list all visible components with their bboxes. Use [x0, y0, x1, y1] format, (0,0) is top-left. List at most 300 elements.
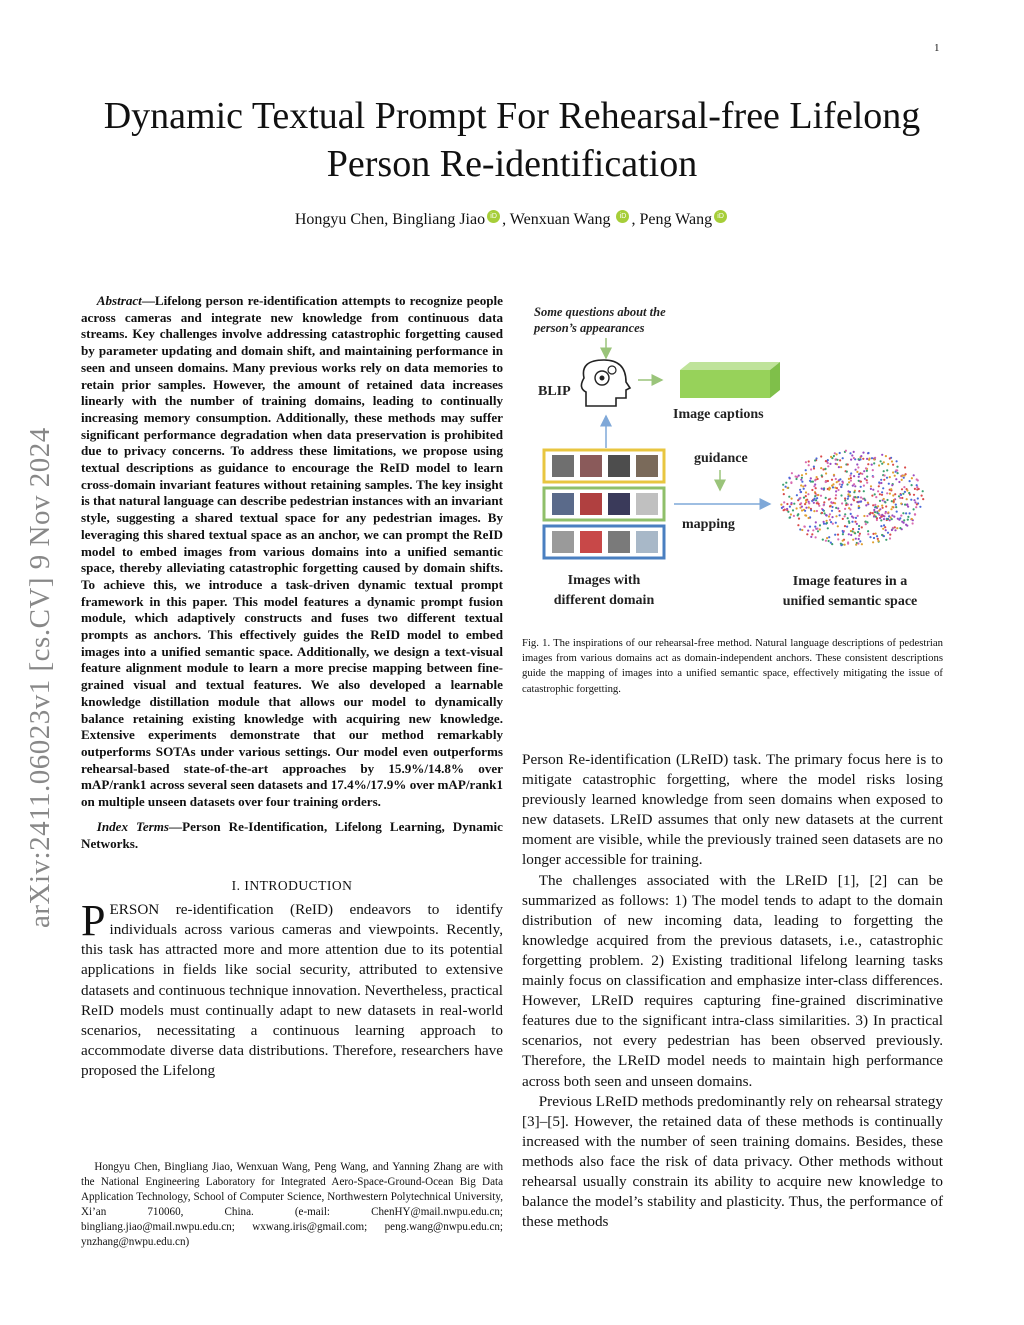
feature-point	[873, 458, 875, 460]
feature-point	[797, 524, 799, 526]
feature-point	[807, 493, 809, 495]
feature-point	[877, 538, 879, 540]
domain-row-1	[544, 450, 664, 482]
feature-point	[850, 459, 852, 461]
feature-point	[908, 492, 910, 494]
feature-point	[884, 474, 886, 476]
feature-point	[837, 534, 839, 536]
feature-point	[837, 507, 839, 509]
feature-point	[849, 491, 851, 493]
feature-point	[845, 502, 847, 504]
feature-point	[850, 480, 852, 482]
feature-point	[853, 483, 855, 485]
feature-point	[835, 463, 837, 465]
feature-point	[872, 533, 874, 535]
feature-point	[915, 506, 917, 508]
feature-point	[831, 516, 833, 518]
feature-point	[889, 493, 891, 495]
feature-point	[879, 500, 881, 502]
feature-point	[870, 488, 872, 490]
feature-point	[813, 466, 815, 468]
feature-point	[835, 522, 837, 524]
feature-point	[803, 497, 805, 499]
feature-point	[828, 489, 830, 491]
feature-point	[846, 483, 848, 485]
feature-point	[786, 503, 788, 505]
feature-point	[901, 475, 903, 477]
feature-point	[822, 539, 824, 541]
feature-point	[912, 522, 914, 524]
feature-point	[847, 463, 849, 465]
feature-point	[891, 514, 893, 516]
feature-point	[825, 460, 827, 462]
feature-point	[840, 494, 842, 496]
feature-point	[874, 511, 876, 513]
feature-point	[827, 527, 829, 529]
feature-point	[834, 452, 836, 454]
feature-point	[814, 495, 816, 497]
feature-point	[835, 507, 837, 509]
feature-point	[848, 522, 850, 524]
feature-point	[901, 488, 903, 490]
feature-point	[816, 528, 818, 530]
feature-point	[885, 455, 887, 457]
feature-point	[804, 485, 806, 487]
feature-point	[835, 494, 837, 496]
feature-point	[808, 460, 810, 462]
feature-point	[805, 515, 807, 517]
feature-point	[893, 500, 895, 502]
feature-point	[911, 484, 913, 486]
feature-point	[850, 477, 852, 479]
feature-point	[808, 502, 810, 504]
feature-point	[782, 484, 784, 486]
feature-point	[796, 507, 798, 509]
feature-point	[858, 458, 860, 460]
feature-point	[850, 504, 852, 506]
feature-point	[831, 543, 833, 545]
feature-point	[860, 455, 862, 457]
feature-point	[911, 477, 913, 479]
feature-point	[874, 493, 876, 495]
feature-point	[829, 519, 831, 521]
feature-point	[885, 505, 887, 507]
feature-point	[788, 496, 790, 498]
feature-point	[854, 496, 856, 498]
feature-point	[863, 470, 865, 472]
feature-point	[860, 486, 862, 488]
index-terms-label: Index Terms	[96, 818, 170, 834]
feature-point	[800, 479, 802, 481]
feature-point	[842, 482, 844, 484]
feature-point	[821, 488, 823, 490]
feature-point	[842, 531, 844, 533]
abstract	[81, 293, 503, 811]
feature-point	[838, 510, 840, 512]
feature-point	[806, 499, 808, 501]
feature-point	[873, 462, 875, 464]
feature-point	[782, 489, 784, 491]
feature-point	[891, 529, 893, 531]
feature-point	[903, 486, 905, 488]
feature-point	[871, 464, 873, 466]
orcid-icon[interactable]: iD	[714, 210, 727, 223]
feature-point	[857, 531, 859, 533]
feature-point	[873, 537, 875, 539]
feature-point	[870, 512, 872, 514]
feature-point	[870, 485, 872, 487]
feature-point	[839, 483, 841, 485]
feature-point	[815, 499, 817, 501]
feature-point	[886, 477, 888, 479]
feature-point	[847, 543, 849, 545]
feature-point	[881, 514, 883, 516]
feature-point	[783, 493, 785, 495]
feature-point	[786, 508, 788, 510]
feature-point	[814, 459, 816, 461]
feature-point	[849, 495, 851, 497]
feature-point	[880, 519, 882, 521]
feature-point	[837, 489, 839, 491]
feature-point	[822, 509, 824, 511]
feature-point	[849, 452, 851, 454]
feature-point	[905, 512, 907, 514]
feature-point	[819, 524, 821, 526]
feature-point	[889, 519, 891, 521]
feature-point	[825, 540, 827, 542]
feature-point	[875, 506, 877, 508]
feature-point	[875, 533, 877, 535]
feature-point	[881, 454, 883, 456]
feature-point	[783, 501, 785, 503]
feature-point	[896, 466, 898, 468]
feature-point	[842, 533, 844, 535]
feature-point	[802, 485, 804, 487]
feature-point	[863, 498, 865, 500]
feature-point	[812, 529, 814, 531]
feature-point	[909, 512, 911, 514]
feature-point	[891, 500, 893, 502]
feature-point	[884, 512, 886, 514]
feature-point	[817, 478, 819, 480]
feature-point	[856, 523, 858, 525]
feature-point	[790, 513, 792, 515]
feature-point	[881, 491, 883, 493]
feature-point	[782, 506, 784, 508]
feature-point	[903, 519, 905, 521]
feature-point	[814, 526, 816, 528]
feature-point	[832, 523, 834, 525]
feature-point	[858, 538, 860, 540]
feature-point	[852, 539, 854, 541]
feature-point	[890, 516, 892, 518]
feature-point	[825, 497, 827, 499]
figure-1	[522, 298, 943, 618]
feature-point	[848, 478, 850, 480]
feature-point	[866, 479, 868, 481]
feature-point	[820, 495, 822, 497]
feature-point	[816, 476, 818, 478]
feature-point	[825, 472, 827, 474]
feature-point	[858, 476, 860, 478]
feature-point	[892, 527, 894, 529]
head-gear-icon	[581, 360, 630, 406]
feature-point	[816, 497, 818, 499]
feature-point	[829, 513, 831, 515]
feature-point	[878, 464, 880, 466]
feature-point	[883, 518, 885, 520]
feature-point	[835, 490, 837, 492]
feature-point	[821, 512, 823, 514]
feature-point	[903, 477, 905, 479]
feature-point	[810, 536, 812, 538]
fig-mapping-label: mapping	[682, 517, 735, 532]
feature-point	[914, 488, 916, 490]
feature-point	[866, 470, 868, 472]
feature-point	[867, 452, 869, 454]
feature-point	[834, 534, 836, 536]
feature-point	[894, 493, 896, 495]
feature-point	[851, 521, 853, 523]
feature-point	[842, 518, 844, 520]
feature-point	[798, 475, 800, 477]
feature-point	[900, 515, 902, 517]
left-column	[81, 293, 503, 1081]
feature-point	[835, 515, 837, 517]
feature-point	[885, 529, 887, 531]
feature-point	[844, 544, 846, 546]
feature-point	[876, 535, 878, 537]
abstract-text: —Lifelong person re-identification attempts to recognize people across cameras and integrate new knowledge from continuous data streams. Key challenges involve addressing catastrophic forgetting caused by parameter updating and domain shift, and maintaining performance in seen and unseen domains. Many previous works rely on data memories to retain prior samples. However, the amount of retained data increases linearly with the number of training domains, leading to continually increasing memory consumption. Additionally, these methods may suffer significant performance degradation when data preservation is prohibited due to privacy concerns. To address these limitations, we propose using textual descriptions as guidance to encourage the ReID model to learn cross-domain invariant features without retaining samples. The key insight is that natural language can describe pedestrian instances with an invariant style, suggesting a shared textual space for any pedestrian images. By leveraging this shared textual space as an anchor, we can prompt the ReID model to embed images from various domains into a unified semantic space, thereby alleviating catastrophic forgetting caused by domain shifts. To achieve this, we introduce a task-driven dynamic textual prompt framework in this paper. This model features a dynamic prompt fusion module, which adaptively constructs and fuses two different textual prompts as anchors. This effectively guides the ReID model to embed images into a unified semantic space. Additionally, we design a text-visual feature alignment module to learn a more precise mapping between fine-grained visual and textual features. We also developed a learnable knowledge distillation module that allows our model to dynamically balance retaining existing knowledge with acquiring new knowledge. Extensive experiments demonstrate that our method remarkably outperforms SOTAs under various settings. Our model even outperforms rehearsal-based state-of-the-art approaches by 15.9%/14.8% over mAP/rank1 across several seen datasets and 17.4%/17.9% over mAP/rank1 on multiple unseen datasets over four training orders.	[81, 293, 503, 810]
feature-point	[810, 509, 812, 511]
feature-point	[848, 507, 850, 509]
feature-point	[785, 486, 787, 488]
fig-features-label-2: unified semantic space	[782, 594, 918, 609]
feature-point	[865, 523, 867, 525]
feature-point	[907, 519, 909, 521]
feature-point	[891, 484, 893, 486]
fig-question-line2: person’s appearances	[534, 321, 645, 335]
feature-point	[853, 499, 855, 501]
feature-point	[847, 498, 849, 500]
feature-point	[911, 518, 913, 520]
feature-point	[831, 502, 833, 504]
feature-point	[886, 499, 888, 501]
feature-point	[852, 528, 854, 530]
feature-point	[877, 505, 879, 507]
feature-point	[836, 481, 838, 483]
feature-point	[815, 487, 817, 489]
feature-point	[787, 511, 789, 513]
feature-point	[842, 540, 844, 542]
orcid-icon[interactable]: iD	[487, 210, 500, 223]
feature-point	[837, 525, 839, 527]
feature-point	[865, 521, 867, 523]
feature-point	[790, 502, 792, 504]
feature-point	[814, 479, 816, 481]
feature-point	[805, 473, 807, 475]
feature-point	[833, 455, 835, 457]
feature-point	[809, 480, 811, 482]
feature-point	[881, 463, 883, 465]
feature-point	[800, 491, 802, 493]
feature-point	[801, 474, 803, 476]
feature-point	[892, 494, 894, 496]
fig-images-label-1: Images with	[567, 573, 641, 588]
feature-point	[859, 533, 861, 535]
feature-point	[853, 491, 855, 493]
feature-point	[876, 512, 878, 514]
feature-point	[829, 463, 831, 465]
feature-point	[880, 460, 882, 462]
feature-point	[844, 513, 846, 515]
feature-point	[827, 465, 829, 467]
feature-point	[869, 457, 871, 459]
feature-point	[900, 494, 902, 496]
feature-point	[896, 527, 898, 529]
feature-point	[856, 463, 858, 465]
author-list	[100, 210, 924, 229]
domain-row-3	[544, 526, 664, 558]
feature-point	[906, 498, 908, 500]
feature-point	[899, 527, 901, 529]
feature-point	[898, 495, 900, 497]
feature-point	[858, 535, 860, 537]
feature-point	[904, 491, 906, 493]
domain-row-2	[544, 488, 664, 520]
feature-point	[791, 498, 793, 500]
feature-point	[856, 471, 858, 473]
feature-point	[873, 515, 875, 517]
feature-point	[826, 520, 828, 522]
feature-point	[835, 497, 837, 499]
feature-point	[891, 506, 893, 508]
feature-point	[813, 502, 815, 504]
feature-point	[889, 534, 891, 536]
feature-point	[872, 469, 874, 471]
feature-point	[795, 478, 797, 480]
feature-point	[809, 526, 811, 528]
feature-point	[791, 472, 793, 474]
feature-point	[808, 506, 810, 508]
feature-point	[834, 487, 836, 489]
feature-point	[800, 502, 802, 504]
paper-title: Dynamic Textual Prompt For Rehearsal-free Lifelong Person Re-identification	[103, 95, 921, 185]
feature-point	[904, 504, 906, 506]
feature-point	[894, 475, 896, 477]
feature-point	[921, 495, 923, 497]
feature-point	[867, 533, 869, 535]
feature-point	[862, 458, 864, 460]
feature-point	[853, 451, 855, 453]
feature-point	[859, 540, 861, 542]
feature-point	[819, 528, 821, 530]
feature-point	[858, 490, 860, 492]
feature-point	[854, 485, 856, 487]
feature-point	[840, 544, 842, 546]
feature-point	[827, 480, 829, 482]
feature-point	[880, 525, 882, 527]
section-heading-introduction: I. INTRODUCTION	[231, 878, 353, 894]
feature-point	[865, 467, 867, 469]
feature-point	[896, 511, 898, 513]
feature-point	[804, 526, 806, 528]
feature-point	[887, 532, 889, 534]
feature-point	[811, 489, 813, 491]
feature-point	[815, 457, 817, 459]
feature-point	[841, 484, 843, 486]
feature-point	[883, 470, 885, 472]
feature-point	[861, 526, 863, 528]
feature-point	[828, 536, 830, 538]
feature-point	[805, 507, 807, 509]
feature-point	[813, 510, 815, 512]
feature-point	[788, 477, 790, 479]
feature-point	[799, 489, 801, 491]
feature-point	[878, 514, 880, 516]
feature-point	[840, 486, 842, 488]
feature-point	[834, 502, 836, 504]
feature-point	[800, 484, 802, 486]
feature-point	[890, 488, 892, 490]
feature-point	[906, 503, 908, 505]
feature-point	[850, 513, 852, 515]
feature-point	[855, 538, 857, 540]
feature-point	[910, 499, 912, 501]
fig-question-line1: Some questions about the	[534, 305, 666, 319]
feature-point	[881, 494, 883, 496]
feature-point	[887, 511, 889, 513]
feature-point	[842, 457, 844, 459]
feature-point	[806, 533, 808, 535]
fig-images-label-2: different domain	[553, 593, 655, 608]
feature-point	[878, 481, 880, 483]
feature-point	[877, 540, 879, 542]
feature-point	[804, 503, 806, 505]
author-group-1: Hongyu Chen, Bingliang Jiao	[294, 211, 486, 228]
feature-point	[805, 495, 807, 497]
feature-point	[793, 503, 795, 505]
feature-point	[879, 493, 881, 495]
feature-point	[895, 504, 897, 506]
feature-point	[874, 504, 876, 506]
feature-point	[820, 455, 822, 457]
feature-point	[855, 517, 857, 519]
feature-point	[787, 487, 789, 489]
feature-point	[801, 481, 803, 483]
feature-point	[857, 466, 859, 468]
feature-point	[891, 460, 893, 462]
right-column	[522, 750, 943, 1232]
affiliation-footnote: Hongyu Chen, Bingliang Jiao, Wenxuan Wang, Peng Wang, and Yanning Zhang are with the National Engineering Laboratory for Integrated Aero-Space-Ground-Ocean Big Data Application Technology, School of Computer Science, Northwestern Polytechnical University, Xi’an 710060, China. (e-mail: ChenHY@mail.nwpu.edu.cn; bingliang.jiao@mail.nwpu.edu.cn; wxwang.iris@gmail.com; peng.wang@nwpu.edu.cn; ynzhang@nwpu.edu.cn)	[81, 1161, 503, 1248]
orcid-icon[interactable]: iD	[616, 210, 629, 223]
feature-point	[815, 521, 817, 523]
feature-point	[810, 477, 812, 479]
feature-point	[881, 505, 883, 507]
feature-point	[816, 510, 818, 512]
feature-point	[839, 514, 841, 516]
feature-point	[828, 498, 830, 500]
feature-point	[871, 457, 873, 459]
feature-point	[826, 537, 828, 539]
feature-point	[803, 488, 805, 490]
feature-point	[801, 506, 803, 508]
feature-point	[877, 490, 879, 492]
feature-point	[872, 476, 874, 478]
feature-point	[837, 538, 839, 540]
feature-point	[914, 501, 916, 503]
feature-point	[860, 501, 862, 503]
